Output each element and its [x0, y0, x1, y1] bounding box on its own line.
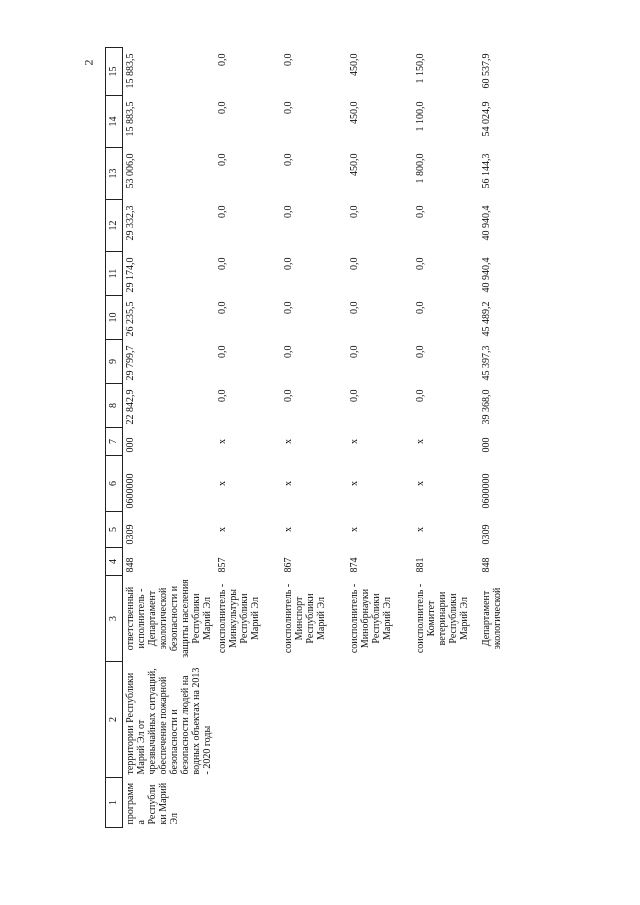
value-cell: 450,0 — [349, 153, 360, 176]
header-cell: 9 — [106, 340, 123, 384]
section-code-cell: х — [283, 527, 294, 532]
expense-type-cell: х — [217, 439, 228, 444]
value-cell: 22 842,9 — [125, 389, 136, 425]
executor-cell: соисполнитель - Минспорт Республики Марий Эл — [283, 583, 327, 654]
target-article-cell: 0600000 — [125, 473, 136, 509]
table-row — [479, 48, 545, 828]
expense-type-cell: х — [415, 439, 426, 444]
value-cell: 0,0 — [415, 257, 426, 270]
executor-cell: Департамент экологической — [481, 587, 503, 650]
value-cell: 0,0 — [349, 205, 360, 218]
header-cell: 3 — [106, 576, 123, 662]
expense-type-cell: х — [283, 439, 294, 444]
value-cell: 0,0 — [349, 257, 360, 270]
grbs-code-cell: 857 — [217, 557, 228, 573]
program-title-cell — [215, 662, 281, 778]
target-article-cell: х — [283, 481, 294, 486]
value-cell: 0,0 — [349, 301, 360, 314]
grbs-code-cell: 874 — [349, 557, 360, 573]
value-cell: 0,0 — [217, 257, 228, 270]
value-cell: 0,0 — [217, 301, 228, 314]
header-cell: 11 — [106, 252, 123, 296]
value-cell: 0,0 — [349, 389, 360, 402]
grbs-code-cell: 881 — [415, 557, 426, 573]
value-cell: 0,0 — [217, 205, 228, 218]
grbs-code-cell: 848 — [481, 557, 492, 573]
value-cell: 450,0 — [349, 53, 360, 76]
expense-type-cell: 000 — [125, 437, 136, 453]
value-cell: 0,0 — [283, 301, 294, 314]
rotated-budget-table-container — [105, 48, 565, 828]
value-cell: 0,0 — [283, 205, 294, 218]
value-cell: 0,0 — [283, 345, 294, 358]
value-cell: 0,0 — [283, 53, 294, 66]
program-title-cell: территории Республики Марий Эл от чрезвычайных ситуаций, обеспечение пожарной безопасности и безопасности людей на водных объектах на 2013 - 2020 годы — [125, 667, 213, 775]
expense-type-cell: х — [349, 439, 360, 444]
program-name-cell: программа Республики Марий Эл — [125, 782, 180, 825]
budget-table — [105, 47, 545, 828]
column-number-header — [106, 48, 123, 828]
program-title-cell — [281, 662, 347, 778]
program-name-cell — [281, 778, 347, 828]
value-cell: 0,0 — [415, 301, 426, 314]
grbs-code-cell: 867 — [283, 557, 294, 573]
value-cell: 45 489,2 — [481, 301, 492, 337]
table-row — [215, 48, 281, 828]
value-cell: 40 940,4 — [481, 205, 492, 241]
value-cell: 0,0 — [349, 345, 360, 358]
section-code-cell: 0309 — [125, 524, 136, 545]
value-cell: 0,0 — [415, 345, 426, 358]
section-code-cell: х — [349, 527, 360, 532]
executor-cell: ответственный исполнитель - Департамент экологической безопасности и защиты населения Республики Марий Эл — [125, 579, 213, 658]
value-cell: 45 397,3 — [481, 345, 492, 381]
value-cell: 39 368,0 — [481, 389, 492, 425]
header-cell: 5 — [106, 512, 123, 548]
target-article-cell: 0600000 — [481, 473, 492, 509]
header-cell: 4 — [106, 548, 123, 576]
section-code-cell: х — [217, 527, 228, 532]
program-name-cell — [413, 778, 479, 828]
table-row — [413, 48, 479, 828]
value-cell: 0,0 — [217, 389, 228, 402]
target-article-cell: х — [349, 481, 360, 486]
header-cell: 8 — [106, 384, 123, 428]
header-cell: 1 — [106, 778, 123, 828]
executor-cell: соисполнитель - Комитет ветеринарии Республики Марий Эл — [415, 583, 470, 654]
target-article-cell: х — [217, 481, 228, 486]
value-cell: 15 883,5 — [125, 101, 136, 137]
value-cell: 0,0 — [217, 153, 228, 166]
header-cell: 10 — [106, 296, 123, 340]
value-cell: 56 144,3 — [481, 153, 492, 189]
header-cell: 13 — [106, 148, 123, 200]
page-number: 2 — [81, 59, 96, 66]
value-cell: 29 332,3 — [125, 205, 136, 241]
table-row — [123, 48, 216, 828]
value-cell: 0,0 — [217, 101, 228, 114]
table-row — [347, 48, 413, 828]
header-cell: 12 — [106, 200, 123, 252]
value-cell: 0,0 — [283, 389, 294, 402]
value-cell: 0,0 — [283, 257, 294, 270]
value-cell: 29 174,0 — [125, 257, 136, 293]
value-cell: 0,0 — [415, 205, 426, 218]
table-row — [281, 48, 347, 828]
executor-cell: соисполнитель - Минкультуры Республики Марий Эл — [217, 583, 261, 654]
program-name-cell — [215, 778, 281, 828]
value-cell: 60 537,9 — [481, 53, 492, 89]
value-cell: 26 235,5 — [125, 301, 136, 337]
target-article-cell: х — [415, 481, 426, 486]
program-title-cell — [479, 662, 545, 778]
program-title-cell — [347, 662, 413, 778]
program-name-cell — [347, 778, 413, 828]
value-cell: 0,0 — [217, 53, 228, 66]
program-name-cell — [479, 778, 545, 828]
value-cell: 54 024,9 — [481, 101, 492, 137]
header-cell: 6 — [106, 456, 123, 512]
value-cell: 0,0 — [283, 101, 294, 114]
value-cell: 1 150,0 — [415, 53, 426, 84]
value-cell: 40 940,4 — [481, 257, 492, 293]
executor-cell: соисполнитель - Минобрнауки Республики Марий Эл — [349, 583, 393, 654]
value-cell: 53 006,0 — [125, 153, 136, 189]
program-title-cell — [413, 662, 479, 778]
expense-type-cell: 000 — [481, 437, 492, 453]
value-cell: 1 100,0 — [415, 101, 426, 132]
header-cell: 7 — [106, 428, 123, 456]
header-cell: 14 — [106, 96, 123, 148]
value-cell: 0,0 — [217, 345, 228, 358]
grbs-code-cell: 848 — [125, 557, 136, 573]
section-code-cell: х — [415, 527, 426, 532]
header-cell: 15 — [106, 48, 123, 96]
value-cell: 15 883,5 — [125, 53, 136, 89]
value-cell: 0,0 — [283, 153, 294, 166]
header-cell: 2 — [106, 662, 123, 778]
value-cell: 0,0 — [415, 389, 426, 402]
section-code-cell: 0309 — [481, 524, 492, 545]
value-cell: 1 800,0 — [415, 153, 426, 184]
value-cell: 450,0 — [349, 101, 360, 124]
value-cell: 29 799,7 — [125, 345, 136, 381]
